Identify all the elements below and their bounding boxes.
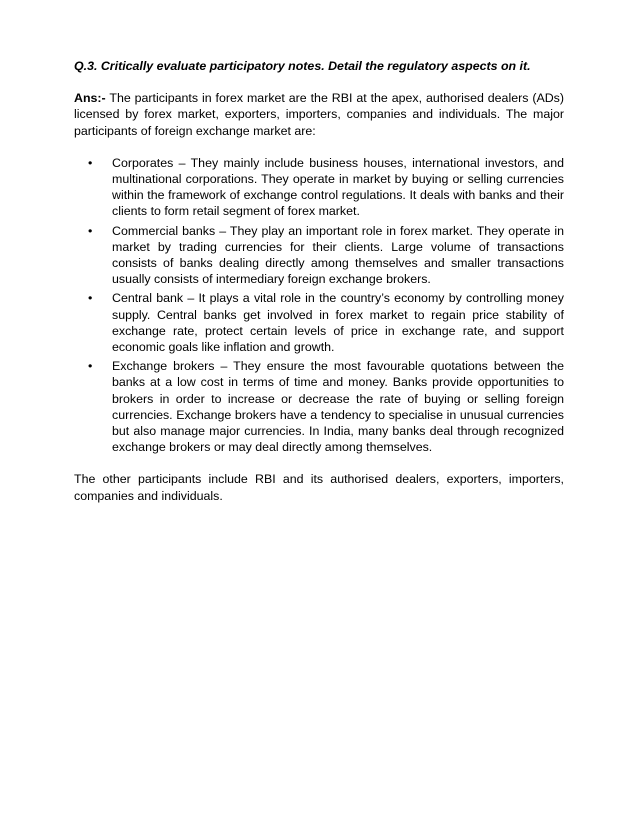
closing-paragraph: The other participants include RBI and its authorised dealers, exporters, importers, companies and individuals.: [74, 472, 564, 503]
list-item-text: Corporates – They mainly include business houses, international investors, and multinational corporations. They operate in market by buying or selling currencies within the framework of exchange control regulations. It deals with banks and their clients to form retail segment of forex market.: [112, 155, 564, 219]
bullet-icon: •: [88, 155, 93, 170]
list-item: [84, 290, 564, 355]
list-item: [84, 223, 564, 288]
participants-list: [74, 155, 564, 456]
answer-label: Ans:-: [74, 91, 106, 106]
answer-intro-paragraph: [74, 90, 564, 139]
bullet-icon: •: [88, 291, 93, 306]
question-heading: Q.3. Critically evaluate participatory notes. Detail the regulatory aspects on it.: [74, 59, 531, 73]
answer-intro-text: The participants in forex market are the RBI at the apex, authorised dealers (ADs) licensed by forex market, exporters, importers, companies and individuals. The major participants of foreign exchange market are:: [74, 91, 564, 138]
document-page: [74, 58, 564, 504]
list-item-text: Commercial banks – They play an important role in forex market. They operate in market by trading currencies for their clients. Large volume of transactions consists of banks dealing directly among themselves and smaller transactions usually consists of intermediary foreign exchange brokers.: [112, 223, 564, 287]
bullet-icon: •: [88, 223, 93, 238]
list-item: [84, 155, 564, 220]
bullet-icon: •: [88, 359, 93, 374]
list-item: [84, 358, 564, 455]
list-item-text: Central bank – It plays a vital role in the country’s economy by controlling money supply. Central banks get involved in forex market to regain price stability of exchange rate, protect certain levels of price in exchange rate, and support economic goals like inflation and growth.: [112, 291, 564, 355]
list-item-text: Exchange brokers – They ensure the most favourable quotations between the banks at a low cost in terms of time and money. Banks provide opportunities to brokers in order to increase or decrease the rate of buying or selling foreign currencies. Exchange brokers have a tendency to specialise in unusual currencies but also manage major currencies. In India, many banks deal through recognized exchange brokers or may deal directly among themselves.: [112, 359, 564, 455]
